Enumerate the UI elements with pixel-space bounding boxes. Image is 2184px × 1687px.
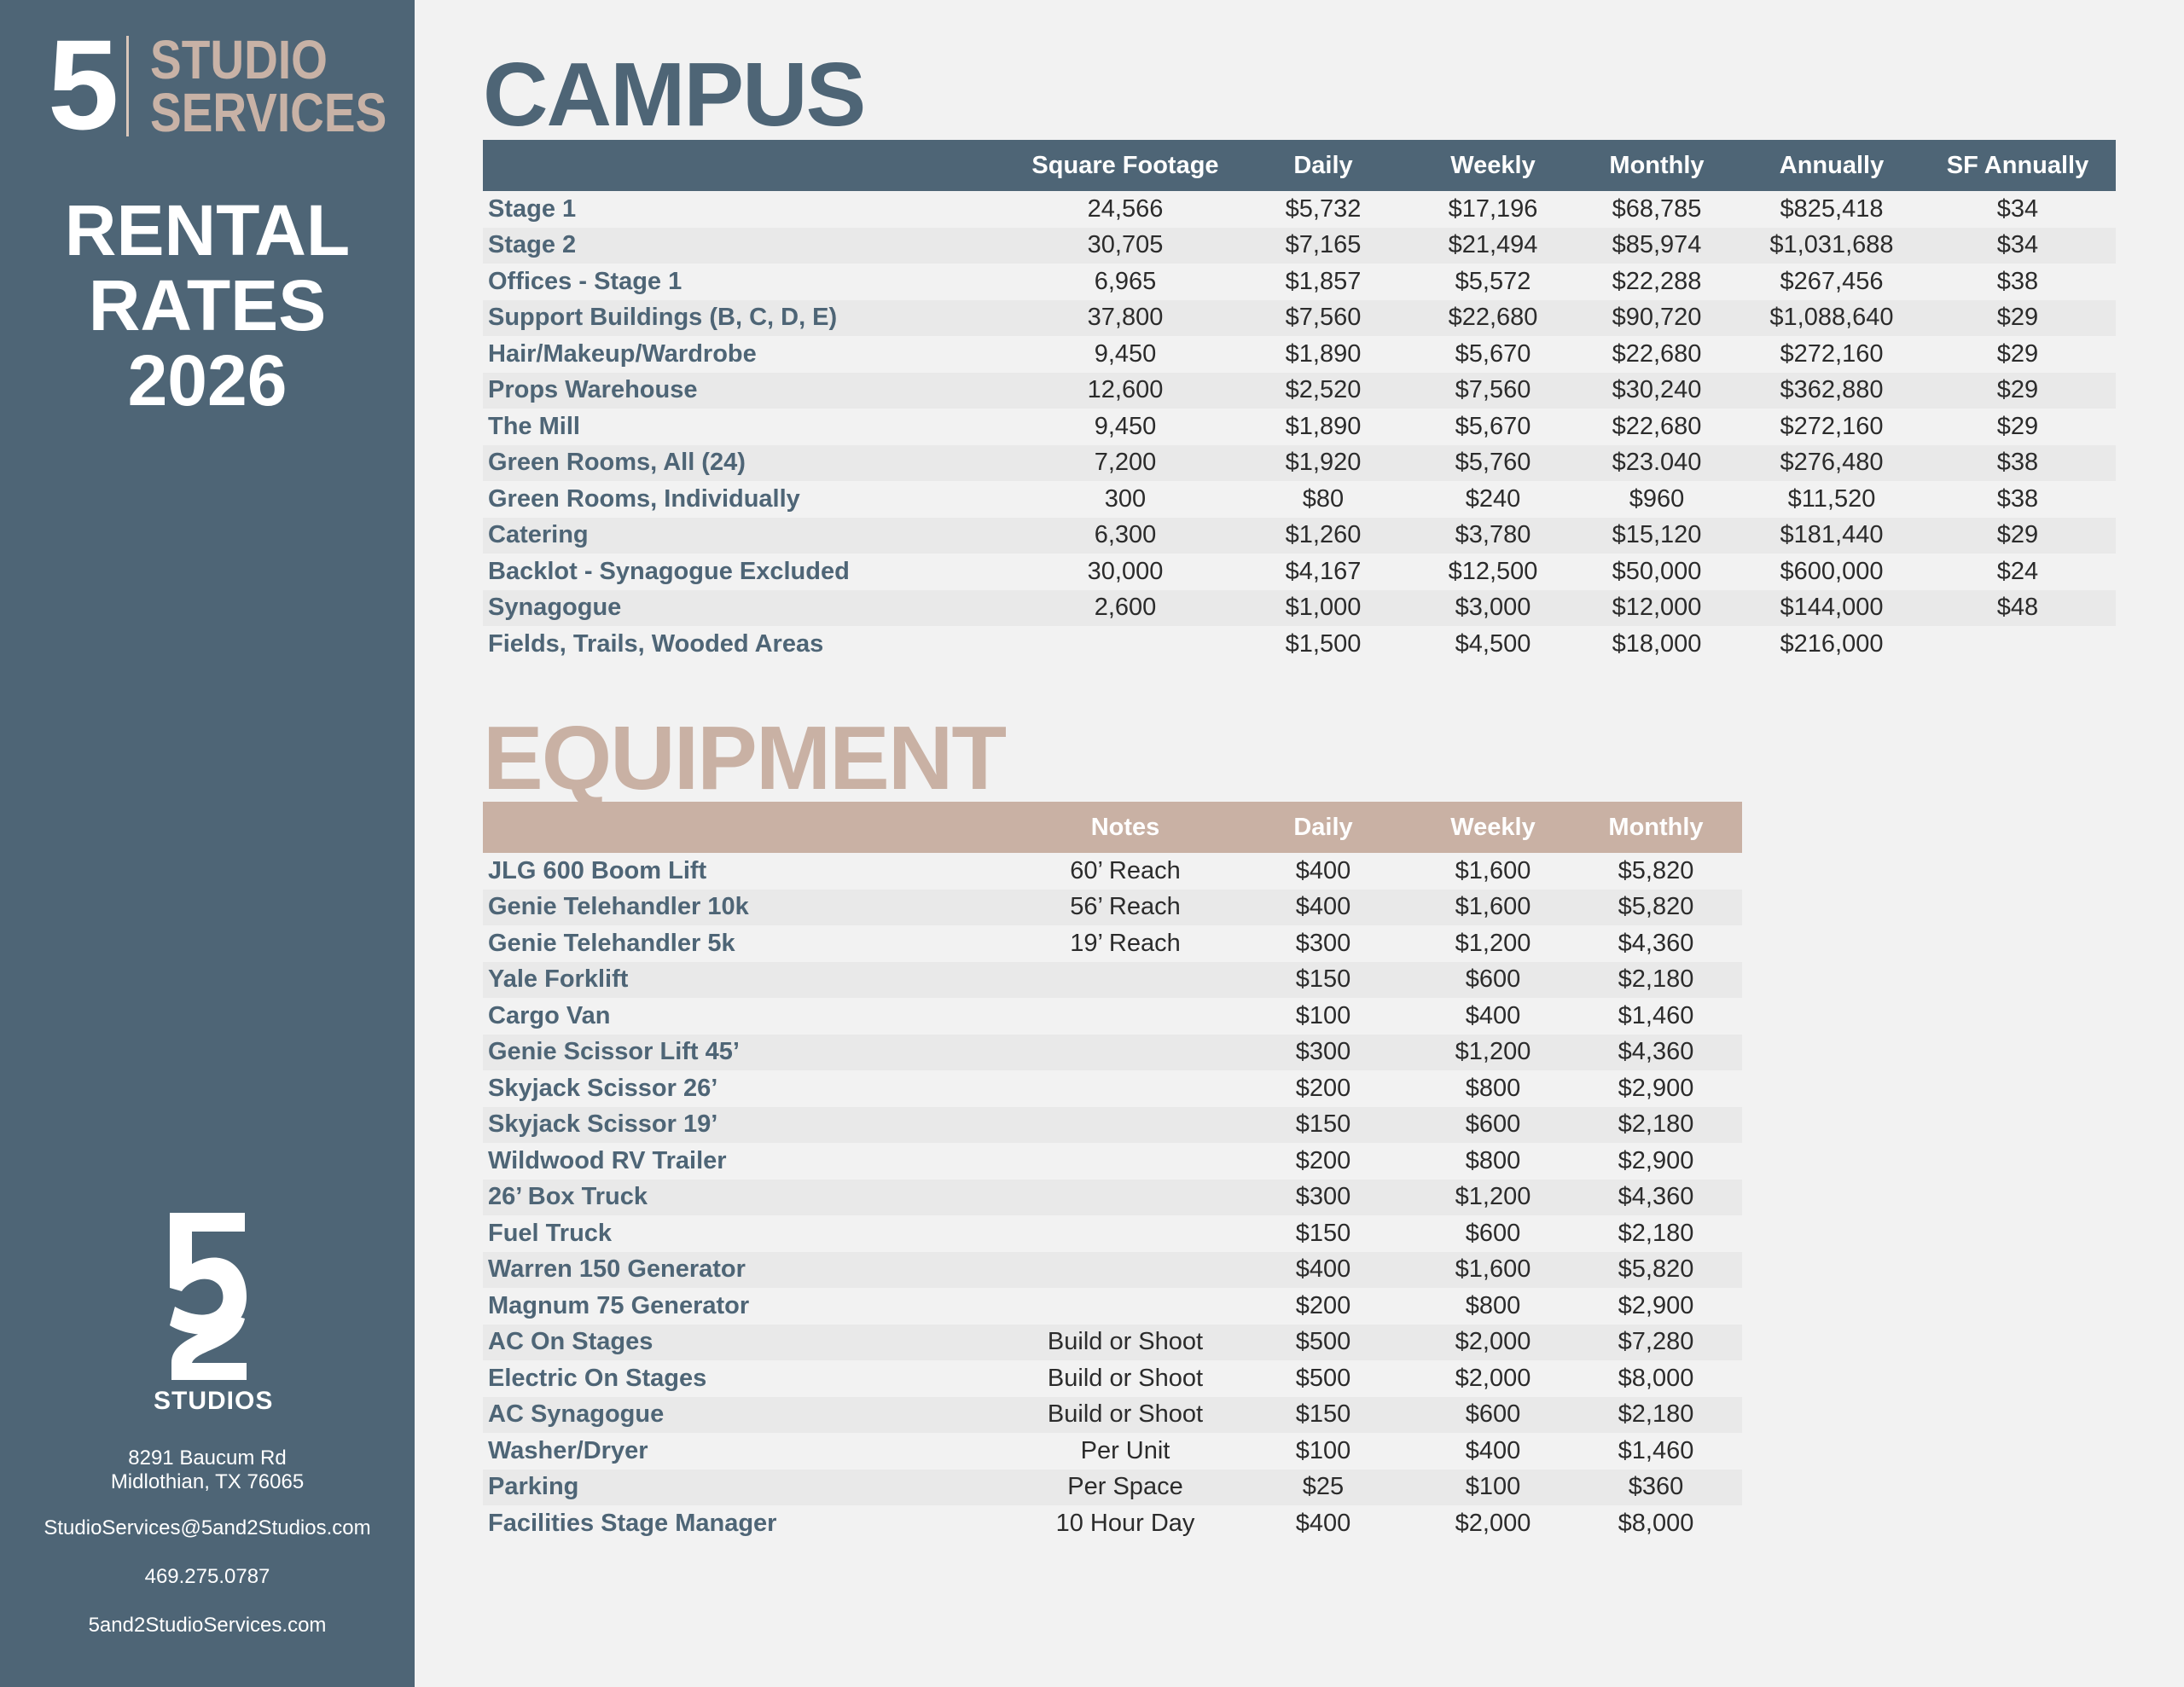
- table-cell: $362,880: [1744, 373, 1920, 409]
- table-cell: $29: [1920, 518, 2116, 554]
- table-cell: $38: [1920, 264, 2116, 300]
- table-cell: $7,560: [1230, 300, 1416, 337]
- table-cell: $21,494: [1416, 228, 1570, 264]
- row-label: JLG 600 Boom Lift: [483, 853, 1020, 890]
- table-cell: $1,000: [1230, 590, 1416, 627]
- table-cell: Build or Shoot: [1020, 1325, 1230, 1361]
- table-cell: $5,670: [1416, 336, 1570, 373]
- table-cell: $400: [1416, 998, 1570, 1035]
- table-row: [483, 518, 2116, 554]
- table-cell: 24,566: [1020, 191, 1230, 228]
- table-cell: $300: [1230, 1180, 1416, 1216]
- equipment-heading: EQUIPMENT: [483, 708, 1006, 809]
- table-cell: $150: [1230, 1215, 1416, 1252]
- table-cell: $400: [1230, 1505, 1416, 1542]
- row-label: 26’ Box Truck: [483, 1180, 1020, 1216]
- table-row: [483, 373, 2116, 409]
- table-cell: $8,000: [1570, 1360, 1742, 1397]
- row-label: Green Rooms, Individually: [483, 481, 1020, 518]
- row-label: Genie Telehandler 10k: [483, 890, 1020, 926]
- table-cell: $2,900: [1570, 1143, 1742, 1180]
- logo-line-studio: STUDIO: [150, 29, 328, 90]
- table-cell: $5,572: [1416, 264, 1570, 300]
- table-cell: $600: [1416, 1397, 1570, 1434]
- table-cell: $8,000: [1570, 1505, 1742, 1542]
- table-cell: $1,600: [1416, 890, 1570, 926]
- table-cell: $1,890: [1230, 409, 1416, 445]
- column-header: Annually: [1779, 151, 1885, 179]
- row-label: Props Warehouse: [483, 373, 1020, 409]
- table-cell: $3,780: [1416, 518, 1570, 554]
- table-cell: $4,360: [1570, 1035, 1742, 1071]
- table-cell: $4,360: [1570, 925, 1742, 962]
- table-cell: $200: [1230, 1070, 1416, 1107]
- table-cell: $2,000: [1416, 1505, 1570, 1542]
- studios-logo: [154, 1213, 274, 1426]
- table-cell: [1020, 1252, 1230, 1289]
- table-cell: $2,900: [1570, 1070, 1742, 1107]
- table-cell: $29: [1920, 409, 2116, 445]
- table-cell: Build or Shoot: [1020, 1397, 1230, 1434]
- table-cell: $360: [1570, 1470, 1742, 1506]
- table-cell: 9,450: [1020, 336, 1230, 373]
- row-label: Synagogue: [483, 590, 1020, 627]
- table-cell: $2,520: [1230, 373, 1416, 409]
- table-cell: $150: [1230, 962, 1416, 999]
- table-cell: $2,180: [1570, 1397, 1742, 1434]
- table-cell: 37,800: [1020, 300, 1230, 337]
- column-header: Daily: [1293, 813, 1353, 841]
- table-cell: $30,240: [1570, 373, 1744, 409]
- table-cell: $4,167: [1230, 554, 1416, 590]
- table-cell: $17,196: [1416, 191, 1570, 228]
- row-label: Yale Forklift: [483, 962, 1020, 999]
- table-cell: [1020, 626, 1230, 663]
- table-cell: $5,760: [1416, 445, 1570, 482]
- table-cell: $1,031,688: [1744, 228, 1920, 264]
- table-header-row: [483, 140, 2116, 191]
- table-cell: [1020, 1143, 1230, 1180]
- table-cell: $300: [1230, 1035, 1416, 1071]
- row-label: Cargo Van: [483, 998, 1020, 1035]
- table-cell: 12,600: [1020, 373, 1230, 409]
- table-cell: $1,200: [1416, 1180, 1570, 1216]
- table-cell: $181,440: [1744, 518, 1920, 554]
- table-cell: $5,820: [1570, 1252, 1742, 1289]
- table-cell: $23.040: [1570, 445, 1744, 482]
- table-cell: $800: [1416, 1288, 1570, 1325]
- table-cell: $200: [1230, 1288, 1416, 1325]
- row-label: Catering: [483, 518, 1020, 554]
- row-label: Backlot - Synagogue Excluded: [483, 554, 1020, 590]
- table-cell: $3,000: [1416, 590, 1570, 627]
- table-row: [483, 445, 2116, 482]
- row-label: Warren 150 Generator: [483, 1252, 1020, 1289]
- logo-divider: [126, 36, 129, 136]
- row-label: Stage 2: [483, 228, 1020, 264]
- table-cell: $2,180: [1570, 1107, 1742, 1144]
- table-cell: $2,900: [1570, 1288, 1742, 1325]
- table-cell: $22,680: [1570, 409, 1744, 445]
- address-line: 8291 Baucum Rd: [128, 1446, 287, 1470]
- table-cell: $7,280: [1570, 1325, 1742, 1361]
- table-cell: [1020, 1288, 1230, 1325]
- table-row: [483, 409, 2116, 445]
- table-cell: $90,720: [1570, 300, 1744, 337]
- table-cell: 9,450: [1020, 409, 1230, 445]
- row-label: Genie Scissor Lift 45’: [483, 1035, 1020, 1071]
- table-cell: Build or Shoot: [1020, 1360, 1230, 1397]
- table-row: [483, 336, 2116, 373]
- table-cell: 2,600: [1020, 590, 1230, 627]
- table-cell: $1,600: [1416, 1252, 1570, 1289]
- table-cell: $150: [1230, 1107, 1416, 1144]
- row-label: Skyjack Scissor 19’: [483, 1107, 1020, 1144]
- column-header: Monthly: [1608, 813, 1704, 841]
- table-row: [483, 1433, 1742, 1470]
- table-cell: $272,160: [1744, 336, 1920, 373]
- row-label: AC Synagogue: [483, 1397, 1020, 1434]
- address-line: Midlothian, TX 76065: [110, 1470, 305, 1493]
- table-cell: $272,160: [1744, 409, 1920, 445]
- table-cell: $1,260: [1230, 518, 1416, 554]
- table-cell: $1,460: [1570, 998, 1742, 1035]
- table-cell: $1,500: [1230, 626, 1416, 663]
- table-cell: Per Space: [1020, 1470, 1230, 1506]
- campus-rates-table: [483, 140, 2116, 663]
- table-cell: $1,890: [1230, 336, 1416, 373]
- rental-rates-title: [0, 190, 415, 420]
- table-cell: $1,200: [1416, 1035, 1570, 1071]
- table-cell: $216,000: [1744, 626, 1920, 663]
- table-cell: $240: [1416, 481, 1570, 518]
- table-cell: $276,480: [1744, 445, 1920, 482]
- sidebar: [0, 0, 415, 1687]
- table-cell: $5,732: [1230, 191, 1416, 228]
- row-label: Offices - Stage 1: [483, 264, 1020, 300]
- table-cell: $24: [1920, 554, 2116, 590]
- table-cell: 6,300: [1020, 518, 1230, 554]
- table-cell: $1,857: [1230, 264, 1416, 300]
- table-cell: 60’ Reach: [1020, 853, 1230, 890]
- contact-info: [0, 1446, 415, 1662]
- table-cell: $22,680: [1416, 300, 1570, 337]
- row-label: Support Buildings (B, C, D, E): [483, 300, 1020, 337]
- table-cell: $4,360: [1570, 1180, 1742, 1216]
- table-cell: $1,200: [1416, 925, 1570, 962]
- table-row: [483, 890, 1742, 926]
- table-cell: $800: [1416, 1143, 1570, 1180]
- logo-word-studios: STUDIOS: [154, 1387, 274, 1415]
- table-row: [483, 626, 2116, 663]
- table-cell: $800: [1416, 1070, 1570, 1107]
- table-cell: $34: [1920, 191, 2116, 228]
- table-cell: $267,456: [1744, 264, 1920, 300]
- row-label: Electric On Stages: [483, 1360, 1020, 1397]
- row-label: Washer/Dryer: [483, 1433, 1020, 1470]
- table-cell: [1920, 626, 2116, 663]
- table-row: [483, 590, 2116, 627]
- table-row: [483, 481, 2116, 518]
- table-cell: $400: [1230, 853, 1416, 890]
- campus-heading: CAMPUS: [483, 44, 865, 145]
- table-cell: $11,520: [1744, 481, 1920, 518]
- table-cell: [1020, 1180, 1230, 1216]
- table-cell: $100: [1230, 998, 1416, 1035]
- table-row: [483, 962, 1742, 999]
- table-cell: [1020, 998, 1230, 1035]
- table-row: [483, 554, 2116, 590]
- table-cell: $48: [1920, 590, 2116, 627]
- website-link[interactable]: 5and2StudioServices.com: [88, 1614, 327, 1637]
- table-cell: $29: [1920, 373, 2116, 409]
- row-label: Wildwood RV Trailer: [483, 1143, 1020, 1180]
- title-line: RENTAL: [64, 190, 351, 270]
- table-cell: $50,000: [1570, 554, 1744, 590]
- table-row: [483, 1288, 1742, 1325]
- row-label: Magnum 75 Generator: [483, 1288, 1020, 1325]
- table-cell: $200: [1230, 1143, 1416, 1180]
- equipment-rates-table: [483, 802, 1742, 1542]
- table-cell: 30,000: [1020, 554, 1230, 590]
- table-cell: $500: [1230, 1360, 1416, 1397]
- table-row: [483, 1470, 1742, 1506]
- row-label: Hair/Makeup/Wardrobe: [483, 336, 1020, 373]
- table-cell: $38: [1920, 481, 2116, 518]
- table-cell: $5,670: [1416, 409, 1570, 445]
- table-cell: $2,180: [1570, 1215, 1742, 1252]
- table-row: [483, 191, 2116, 228]
- table-cell: $400: [1230, 890, 1416, 926]
- table-cell: $825,418: [1744, 191, 1920, 228]
- table-cell: [1020, 1107, 1230, 1144]
- table-cell: $29: [1920, 336, 2116, 373]
- table-row: [483, 1360, 1742, 1397]
- table-row: [483, 1070, 1742, 1107]
- table-cell: 30,705: [1020, 228, 1230, 264]
- column-header: Weekly: [1450, 151, 1536, 179]
- table-row: [483, 1107, 1742, 1144]
- table-row: [483, 1505, 1742, 1542]
- table-cell: 10 Hour Day: [1020, 1505, 1230, 1542]
- table-cell: $5,820: [1570, 890, 1742, 926]
- column-header: Square Footage: [1031, 151, 1219, 179]
- table-row: [483, 228, 2116, 264]
- table-cell: $2,000: [1416, 1360, 1570, 1397]
- table-cell: $80: [1230, 481, 1416, 518]
- studio-services-logo: [48, 13, 389, 156]
- table-cell: 56’ Reach: [1020, 890, 1230, 926]
- row-label: Parking: [483, 1470, 1020, 1506]
- table-cell: $600,000: [1744, 554, 1920, 590]
- row-label: AC On Stages: [483, 1325, 1020, 1361]
- title-line: RATES: [88, 265, 327, 345]
- logo-numeral: 5: [48, 13, 116, 156]
- table-cell: 7,200: [1020, 445, 1230, 482]
- table-row: [483, 1252, 1742, 1289]
- logo-line-services: SERVICES: [150, 82, 387, 143]
- table-row: [483, 1397, 1742, 1434]
- table-cell: $12,500: [1416, 554, 1570, 590]
- table-cell: $12,000: [1570, 590, 1744, 627]
- table-row: [483, 998, 1742, 1035]
- row-label: Facilities Stage Manager: [483, 1505, 1020, 1542]
- table-cell: $600: [1416, 1215, 1570, 1252]
- table-cell: $7,560: [1416, 373, 1570, 409]
- row-label: Green Rooms, All (24): [483, 445, 1020, 482]
- table-cell: $4,500: [1416, 626, 1570, 663]
- row-label: Fuel Truck: [483, 1215, 1020, 1252]
- column-header: Monthly: [1609, 151, 1705, 179]
- table-cell: $85,974: [1570, 228, 1744, 264]
- column-header: [483, 802, 1020, 853]
- table-cell: 6,965: [1020, 264, 1230, 300]
- table-cell: $34: [1920, 228, 2116, 264]
- row-label: Skyjack Scissor 26’: [483, 1070, 1020, 1107]
- table-cell: [1020, 1035, 1230, 1071]
- table-cell: $25: [1230, 1470, 1416, 1506]
- table-row: [483, 1325, 1742, 1361]
- table-cell: Per Unit: [1020, 1433, 1230, 1470]
- table-cell: 19’ Reach: [1020, 925, 1230, 962]
- table-cell: $68,785: [1570, 191, 1744, 228]
- table-row: [483, 1035, 1742, 1071]
- column-header: SF Annually: [1946, 151, 2089, 179]
- table-cell: $144,000: [1744, 590, 1920, 627]
- table-cell: $1,460: [1570, 1433, 1742, 1470]
- column-header: Notes: [1090, 813, 1160, 841]
- table-cell: $22,680: [1570, 336, 1744, 373]
- table-cell: $29: [1920, 300, 2116, 337]
- row-label: Genie Telehandler 5k: [483, 925, 1020, 962]
- table-cell: $960: [1570, 481, 1744, 518]
- row-label: Fields, Trails, Wooded Areas: [483, 626, 1020, 663]
- table-cell: $600: [1416, 1107, 1570, 1144]
- table-cell: $300: [1230, 925, 1416, 962]
- email-link[interactable]: StudioServices@5and2Studios.com: [44, 1516, 371, 1539]
- table-cell: $500: [1230, 1325, 1416, 1361]
- table-cell: $5,820: [1570, 853, 1742, 890]
- column-header: [483, 140, 1020, 191]
- table-cell: $100: [1416, 1470, 1570, 1506]
- table-cell: $22,288: [1570, 264, 1744, 300]
- table-cell: $400: [1230, 1252, 1416, 1289]
- table-cell: $150: [1230, 1397, 1416, 1434]
- table-cell: [1020, 1070, 1230, 1107]
- table-cell: [1020, 1215, 1230, 1252]
- table-row: [483, 300, 2116, 337]
- table-header-row: [483, 802, 1742, 853]
- address: [0, 1446, 415, 1494]
- table-row: [483, 1180, 1742, 1216]
- table-row: [483, 1143, 1742, 1180]
- row-label: The Mill: [483, 409, 1020, 445]
- table-cell: $15,120: [1570, 518, 1744, 554]
- table-cell: $18,000: [1570, 626, 1744, 663]
- table-cell: $2,180: [1570, 962, 1742, 999]
- table-row: [483, 264, 2116, 300]
- table-row: [483, 925, 1742, 962]
- table-cell: [1020, 962, 1230, 999]
- table-cell: $7,165: [1230, 228, 1416, 264]
- table-cell: $100: [1230, 1433, 1416, 1470]
- table-cell: 300: [1020, 481, 1230, 518]
- table-cell: $1,088,640: [1744, 300, 1920, 337]
- table-cell: $2,000: [1416, 1325, 1570, 1361]
- table-cell: $600: [1416, 962, 1570, 999]
- table-cell: $400: [1416, 1433, 1570, 1470]
- row-label: Stage 1: [483, 191, 1020, 228]
- table-row: [483, 1215, 1742, 1252]
- table-cell: $1,920: [1230, 445, 1416, 482]
- title-line: 2026: [127, 340, 288, 420]
- phone-number[interactable]: 469.275.0787: [144, 1565, 270, 1588]
- column-header: Daily: [1293, 151, 1353, 179]
- table-row: [483, 853, 1742, 890]
- table-cell: $38: [1920, 445, 2116, 482]
- column-header: Weekly: [1450, 813, 1536, 841]
- five-numeral-graphic: [166, 1213, 248, 1383]
- table-cell: $1,600: [1416, 853, 1570, 890]
